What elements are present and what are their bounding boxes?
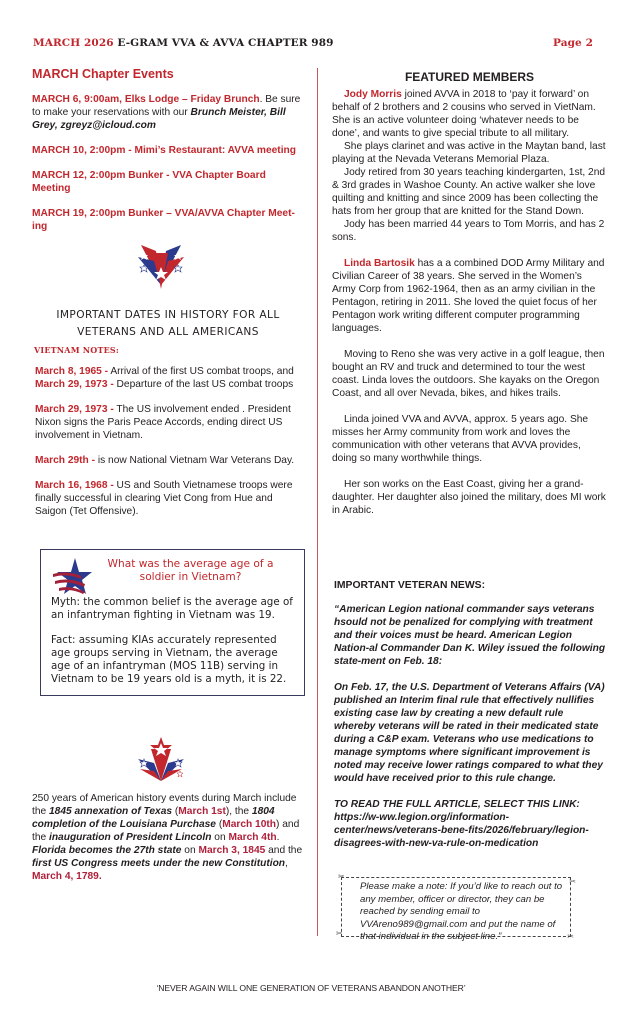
header-month: MARCH 2026 <box>33 37 114 49</box>
contact-note-text: Please make a note: If you’d like to reach out to any member, officer or director, they can be reached by sending email to VVAreno989@gmail.com and put the name of that individual in the subject line.” <box>360 881 563 942</box>
member-paragraph <box>332 88 607 140</box>
history-text: on <box>211 832 229 843</box>
date-label: March 29th - <box>35 455 96 466</box>
date-item <box>32 365 304 391</box>
date-label: March 29, 1973 - <box>35 404 114 415</box>
column-divider <box>317 68 318 936</box>
callout-myth: Myth: the common belief is the average age of an infantryman fighting in Vietnam was 19. <box>51 596 293 621</box>
member-paragraph: She plays clarinet and was active in the Maytan band, last playing at the Nevada Veterans Memorial Plaza. <box>332 141 606 165</box>
history-text: and the <box>32 819 300 843</box>
history-date: March 1st <box>178 806 226 817</box>
date-label: March 8, 1965 - <box>35 366 109 377</box>
member-text: joined AVVA in 2018 to ‘pay it forward’ on behalf of 2 brothers and 2 cousins who served in VietNam. She is an active volunteer doing ‘whatever needs to be done’, and wants to give special tribute to all military. <box>332 89 596 139</box>
event-item <box>32 144 304 157</box>
history-text: , the <box>229 806 252 817</box>
news-paragraph: On Feb. 17, the U.S. Department of Veterans Affairs (VA) published an Interim final rule that effectively nullifies existing case law by creating a new default rule whereby veterans will be rated in their medicated state during a C&P exam. Veterans who use medications to manage symptoms where significant improvement is noted may receive lower ratings compared to what they would have received prior to this rule change. <box>334 682 605 784</box>
history-date: March 4th <box>228 832 277 843</box>
events-title: MARCH Chapter Events <box>32 67 174 81</box>
date-label: March 16, 1968 - <box>35 480 114 491</box>
member-text: has a a combined DOD Army Military and Civilian Career of 38 years. She served in the Women’s Army Corp from 1962-1964, then as an army civilian in the Pentagon, retiring in 2011. She loved the quiet focus of her Pentagon work writing different computer programming languages. <box>332 258 605 334</box>
veteran-news-section <box>334 580 607 863</box>
callout-question: What was the average age of a soldier in Vietnam? <box>107 558 274 583</box>
scissors-icon: ✂ <box>569 877 576 886</box>
dates-title-line2: VETERANS AND ALL AMERICANS <box>77 326 259 338</box>
member-paragraph: Moving to Reno she was very active in a golf league, then bought an RV and truck and determined to tour the west coast. Linda loves the outdoors. She kayaks on the Oregon Coast, and all over Nevada, bikes, and hikes trails. <box>332 349 605 399</box>
history-event: 1845 annexation of Texas <box>49 806 173 817</box>
date-text: Departure of the last US combat troops <box>113 379 294 390</box>
news-paragraph: “American Legion national commander says veterans hsould not be penalized for complying with treatment and their voices must be heard. American Legion Nation-al Commander Dan K. Wiley issued the following state-ment on Feb. 18: <box>334 604 606 667</box>
event-date: MARCH 12, 2:00pm Bunker - VVA Chapter Board Meeting <box>32 170 266 194</box>
vietnam-notes-label: VIETNAM NOTES: <box>34 345 120 355</box>
date-text: The US involvement ended . President Nixon signs the Paris Peace Accords, ending direct US involvement in Vietnam. <box>35 404 291 441</box>
history-event: Florida becomes the 27th state <box>32 845 182 856</box>
history-text: and the <box>265 845 303 856</box>
stars-emblem-icon <box>136 243 186 300</box>
date-item <box>32 479 304 518</box>
dates-title <box>32 307 304 341</box>
page-number: Page 2 <box>552 37 593 49</box>
event-date: MARCH 10, 2:00pm - Mimi’s Restaurant: AVVA meeting <box>32 145 296 156</box>
contact-note-box <box>336 872 576 942</box>
date-text: US and South Vietnamese troops were finally successful in clearing Viet Cong from Hue and Saigon (Tet Offensive). <box>35 480 293 517</box>
member-paragraph: Jody retired from 30 years teaching kindergarten, 1st, 2nd & 3rd grades in Washoe County. An active walker she love quilting and knitting and since 2009 has been collecting the hats from her group that are knitted for the Stand Down. <box>332 167 606 217</box>
member-name: Linda Bartosik <box>344 258 415 269</box>
event-date: MARCH 6, 9:00am, Elks Lodge – Friday Brunch <box>32 94 260 105</box>
callout-fact: Fact: assuming KIAs accurately represented age groups serving in Vietnam, the average age of an infantryman (MOS 11B) serving in Vietnam to be 19 years old is a myth, it is 22. <box>51 634 287 685</box>
date-label: March 29, 1973 - <box>35 379 114 390</box>
footer-motto: ‘NEVER AGAIN WILL ONE GENERATION OF VETERANS ABANDON ANOTHER’ <box>156 983 466 993</box>
member-paragraph <box>332 257 607 335</box>
news-title: IMPORTANT VETERAN NEWS: <box>334 580 486 591</box>
featured-members-title: FEATURED MEMBERS <box>404 70 535 84</box>
history-date: March 10th <box>222 819 277 830</box>
right-column <box>332 67 607 517</box>
history-paragraph: 250 years of American history events during March include the 1845 annexation of Texas (March 1st), the 1804 completion of the Louisiana Purchase (March 10th) and the inauguration of President Lincoln on March 4th. Florida becomes the 27th state on March 3, 1845 and the first US Congress meets under the new Constitution, March 4, 1789. <box>32 793 303 882</box>
dates-title-line1: IMPORTANT DATES IN HISTORY FOR ALL <box>56 309 280 321</box>
member-name: Jody Morris <box>344 89 402 100</box>
history-text: on <box>181 845 199 856</box>
event-date: MARCH 19, 2:00pm Bunker – VVA/AVVA Chapter Meet-ing <box>32 208 295 232</box>
event-item <box>32 169 304 195</box>
member-paragraph: Her son works on the East Coast, giving her a grand-daughter. Her daughter also joined the military, does MI work in Arabic. <box>332 479 606 516</box>
page-header <box>33 37 593 53</box>
important-dates-section <box>32 307 304 530</box>
stars-emblem-icon <box>136 735 186 790</box>
flag-star-icon <box>51 556 93 602</box>
history-event: 1804 completion of the Louisiana Purchase <box>32 806 275 830</box>
brunch-contact: Brunch Meister, Bill Grey, zgreyz@icloud.com <box>32 107 286 131</box>
date-text: is now National Vietnam War Veterans Day. <box>95 455 295 466</box>
history-text: 250 years of American history events during March include the <box>32 793 297 817</box>
scissors-icon: ✂ <box>338 872 345 881</box>
history-event: first US Congress meets under the new Constitution <box>32 858 286 869</box>
history-date: March 3, 1845 <box>198 845 266 856</box>
date-item <box>32 403 304 442</box>
scissors-icon: ✂ <box>336 928 343 938</box>
date-text: Arrival of the first US combat troops, and <box>108 366 294 377</box>
event-item <box>32 93 304 132</box>
history-event: inauguration of President Lincoln <box>49 832 212 843</box>
average-age-callout <box>40 549 305 696</box>
event-item <box>32 207 304 233</box>
history-date: March 4, 1789. <box>32 871 102 882</box>
member-paragraph: Jody has been married 44 years to Tom Morris, and has 2 sons. <box>332 219 605 243</box>
member-paragraph: Linda joined VVA and AVVA, approx. 5 years ago. She misses her Army community from work and loves the communication with other veterans that AVVA provides, doing so many worthwhile things. <box>332 414 589 464</box>
date-item <box>32 454 304 467</box>
event-text: . Be sure to make your reservations with our <box>32 94 301 118</box>
news-article-link[interactable]: TO READ THE FULL ARTICLE, SELECT THIS LINK: https://w-ww.legion.org/information-center/news/veterans-bene-fits/2026/february/legion-disagrees-with-new-va-rule-on-medication <box>334 799 589 849</box>
scissors-icon: ✂ <box>567 931 574 941</box>
header-title: E-GRAM VVA & AVVA CHAPTER 989 <box>117 37 334 49</box>
left-column <box>32 67 304 245</box>
